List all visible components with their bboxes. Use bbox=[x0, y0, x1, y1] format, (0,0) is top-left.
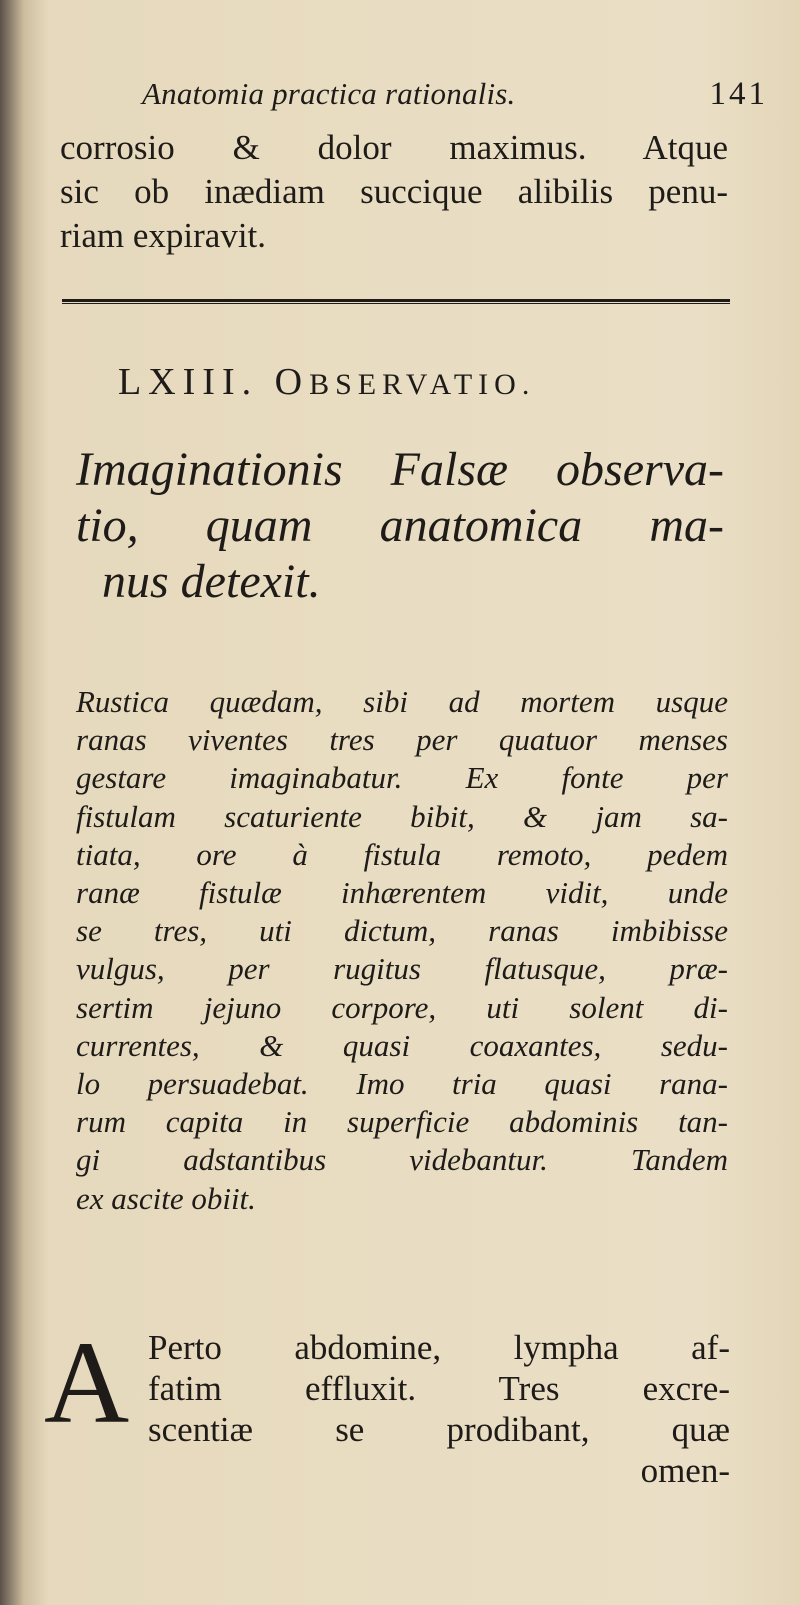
autopsy-line: fatim effluxit. Tres excre- bbox=[148, 1369, 730, 1408]
case-history-paragraph bbox=[76, 683, 728, 1218]
case-line: currentes, & quasi coaxantes, sedu- bbox=[76, 1027, 728, 1063]
title-line: tio, quam anatomica ma- bbox=[76, 499, 724, 552]
case-line: vulgus, per rugitus flatusque, præ- bbox=[76, 951, 728, 987]
case-line: Rustica quædam, sibi ad mortem usque bbox=[76, 684, 728, 719]
case-line: se tres, uti dictum, ranas imbibisse bbox=[76, 913, 728, 949]
title-line: Imaginationis Falsæ observa- bbox=[76, 443, 724, 496]
case-line: tiata, ore à fistula remoto, pedem bbox=[76, 836, 728, 872]
case-line: gestare imaginabatur. Ex fonte per bbox=[76, 760, 728, 796]
observation-title bbox=[76, 442, 724, 610]
page-number: 141 bbox=[709, 76, 768, 112]
observation-word-rest: BSERVATIO. bbox=[309, 368, 536, 401]
page-header bbox=[142, 76, 782, 116]
case-line: rum capita in superficie abdominis tan- bbox=[76, 1104, 728, 1140]
case-line: ranæ fistulæ inhærentem vidit, unde bbox=[76, 875, 728, 911]
case-line: ex ascite obiit. bbox=[76, 1180, 256, 1216]
case-line: lo persuadebat. Imo tria quasi rana- bbox=[76, 1066, 728, 1102]
catchword: omen- bbox=[640, 1451, 730, 1490]
observation-word-initial: O bbox=[274, 361, 310, 403]
observation-numeral: LXIII. bbox=[118, 361, 259, 403]
running-title: Anatomia practica rationalis. bbox=[142, 76, 516, 111]
autopsy-line: scentiæ se prodibant, quæ bbox=[148, 1410, 730, 1449]
case-line: fistulam scaturiente bibit, & jam sa- bbox=[76, 798, 728, 834]
case-line: ranas viventes tres per quatuor menses bbox=[76, 722, 728, 758]
case-line: gi adstantibus videbantur. Tandem bbox=[76, 1142, 728, 1178]
title-line: nus detexit. bbox=[102, 555, 321, 608]
section-divider bbox=[62, 299, 730, 304]
drop-cap-initial: A bbox=[44, 1317, 130, 1448]
autopsy-paragraph bbox=[44, 1317, 730, 1507]
case-line: sertim jejuno corpore, uti solent di- bbox=[76, 989, 728, 1025]
observation-heading bbox=[118, 360, 535, 404]
text-line: riam expiravit. bbox=[60, 216, 267, 255]
autopsy-line: Perto abdomine, lympha af- bbox=[148, 1328, 730, 1367]
continuation-paragraph bbox=[60, 126, 728, 258]
text-line: corrosio & dolor maximus. Atque bbox=[60, 128, 728, 167]
text-line: sic ob inædiam succique alibilis penu- bbox=[60, 172, 728, 211]
